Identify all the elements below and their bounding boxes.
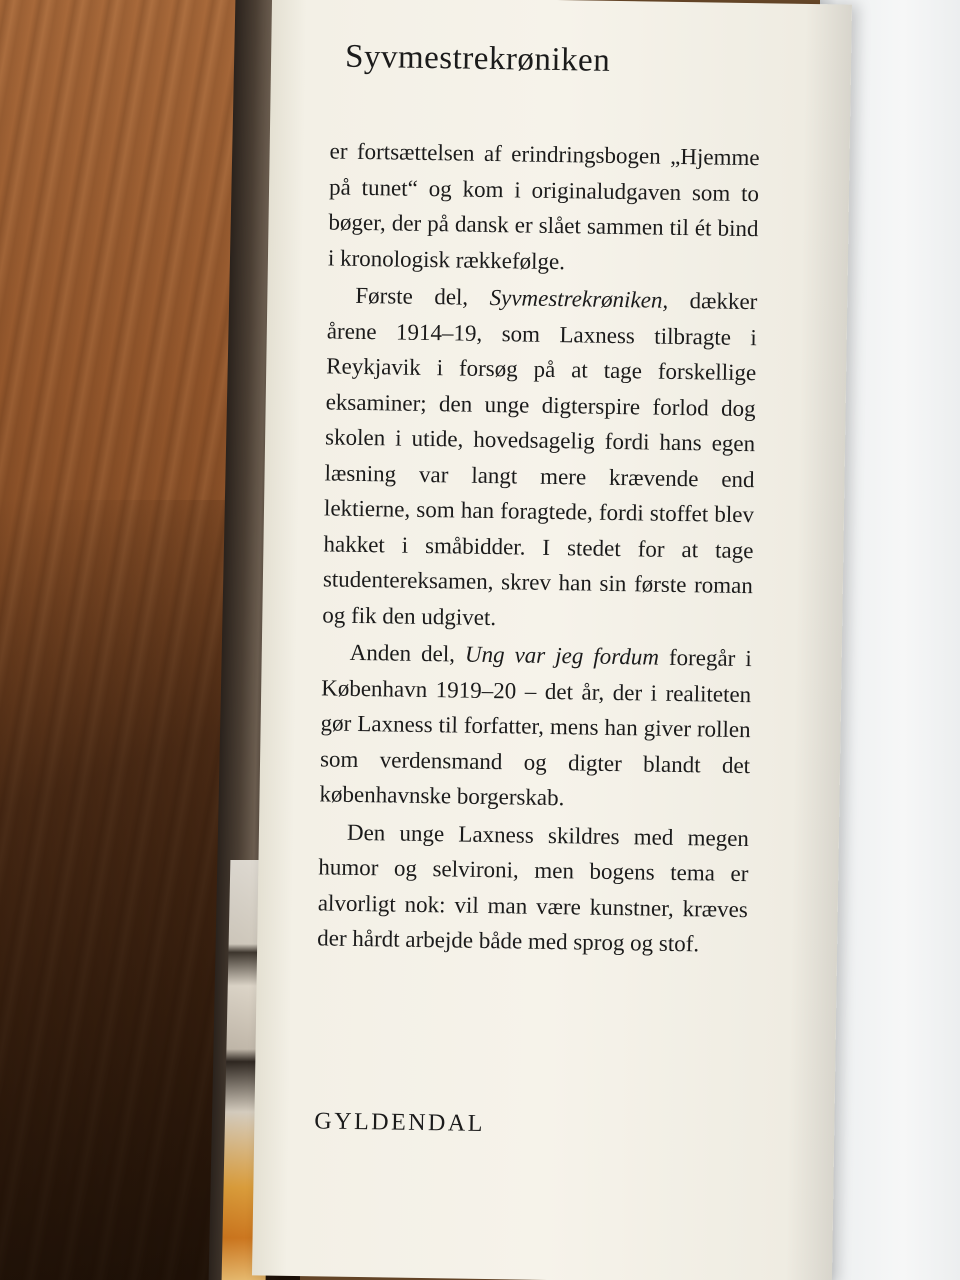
paragraph-1: er fortsættelsen af erindringsbogen „Hjemme på tunet“ og kom i originaludgaven som to bøger, der på dansk er slået sammen til ét bind i kronologisk rækkefølge. — [327, 138, 760, 274]
paragraph-4: Den unge Laxness skildres med megen humor og selvironi, men bogens tema er alvorligt nok: vil man være kunstner, kræves der hårdt arbejde både med sprog og stof. — [317, 819, 750, 957]
flap-title: Syvmestrekrøniken — [344, 38, 611, 79]
dust-jacket-flap — [252, 0, 852, 1280]
paragraph-3-body: foregår i København 1919–20 – det år, der i realiteten gør Laxness til forfatter, mens han giver rollen som verdensmand og digter blandt det københavnske borgerskab. — [319, 644, 752, 811]
paragraph-2-body: dækker årene 1914–19, som Laxness tilbragte i Reykjavik i forsøg på at tage forskellige eksaminer; den unge digterspire forlod dog skolen i utide, hovedsagelig fordi hans egen læsning var langt mere krævende end lektierne, som han foragtede, fordi stoffet blev hakket i småbidder. I stedet for at tage studentereksamen, skrev han sin første roman og fik den udgivet. — [322, 287, 758, 630]
paragraph-3-book-title: Ung var jeg fordum — [464, 641, 660, 670]
paragraph-2-lead: Første del, — [355, 282, 490, 310]
flap-text-block — [317, 38, 761, 962]
paragraph-3-lead: Anden del, — [349, 639, 466, 667]
paragraph-3 — [319, 634, 752, 818]
paragraph-2 — [322, 277, 758, 639]
paragraph-2-book-title: Syvmestrekrøniken, — [489, 284, 669, 313]
publisher-name: GYLDENDAL — [314, 1108, 486, 1138]
